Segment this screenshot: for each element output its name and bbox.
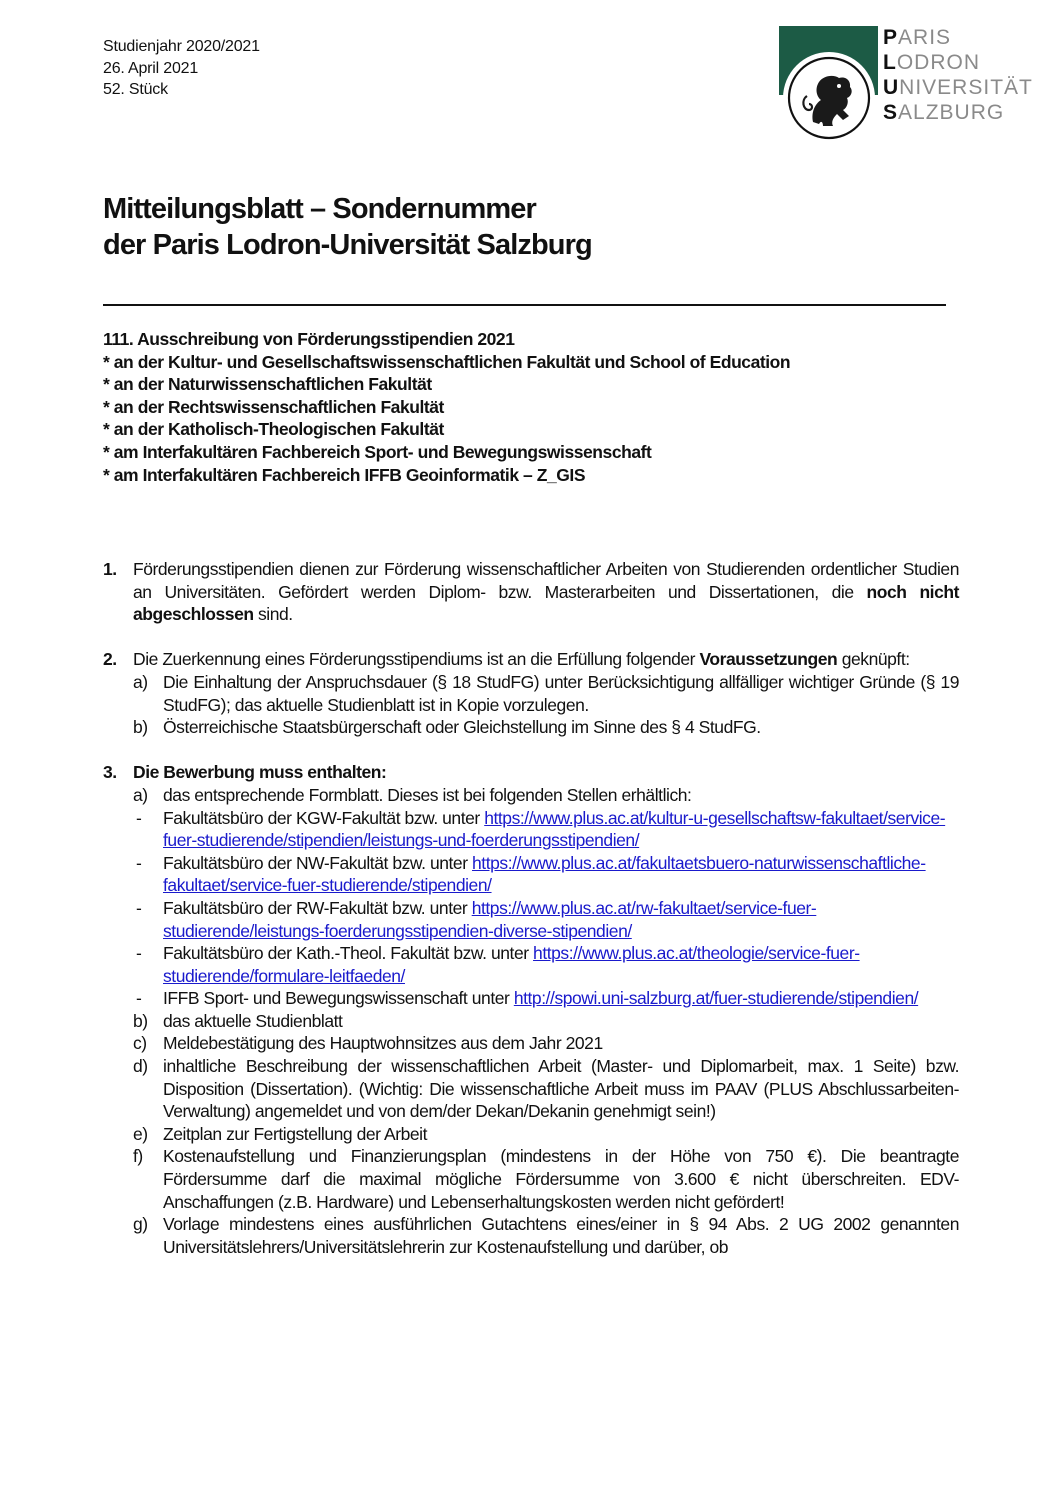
- form-link-kgw[interactable]: https://www.plus.ac.at/kultur-u-gesellschaftsw-fakultaet/service-fuer-studierende/stipendien/leistungs-und-foerderungsstipendien/: [163, 807, 946, 851]
- application-item: [133, 784, 959, 807]
- dash-marker: -: [136, 897, 142, 918]
- source-text: Fakultätsbüro der RW-Fakultät bzw. unter: [163, 897, 472, 918]
- logo-word-paris: PARIS: [883, 26, 952, 49]
- logo-word-lodron: LODRON: [883, 51, 980, 74]
- logo-word-salzburg: SALZBURG: [883, 101, 1005, 124]
- logo-wordmark: [883, 25, 1033, 125]
- section-number: 2.: [103, 649, 117, 670]
- faculty-item: * an der Naturwissenschaftlichen Fakultät: [103, 374, 432, 395]
- item-text: das entsprechende Formblatt. Dieses ist bei folgenden Stellen erhältlich:: [163, 784, 692, 805]
- faculty-item: * an der Rechtswissenschaftlichen Fakultät: [103, 396, 444, 417]
- item-text: Die Einhaltung der Anspruchsdauer (§ 18 StudFG) unter Berücksichtigung allfälliger wichtiger Gründe (§ 19 StudFG); das aktuelle Studienblatt ist in Kopie vorzulegen.: [163, 671, 959, 715]
- faculty-item: * an der Katholisch-Theologischen Fakultät: [103, 419, 444, 440]
- form-source-item: [133, 942, 959, 987]
- section-2: [103, 648, 959, 738]
- source-text: Fakultätsbüro der NW-Fakultät bzw. unter: [163, 852, 473, 873]
- lion-emblem-icon: [783, 52, 875, 144]
- title-line-2: der Paris Lodron-Universität Salzburg: [103, 229, 592, 261]
- item-text: Zeitplan zur Fertigstellung der Arbeit: [163, 1123, 428, 1144]
- section-number: 3.: [103, 762, 117, 783]
- issue-date: 26. April 2021: [103, 59, 199, 77]
- item-text: inhaltliche Beschreibung der wissenschaftlichen Arbeit (Master- und Diplomarbeit, max. 1 Seite) bzw. Disposition (Dissertation). (Wichtig: Die wissenschaftliche Arbeit muss im PAAV (PLUS Abschlussarbeiten-Verwaltung) angemeldet und von dem/der Dekan/Dekanin genehmigt sein!): [163, 1056, 959, 1122]
- section-intro: [133, 648, 959, 671]
- item-marker: b): [133, 717, 148, 738]
- page-title: [103, 191, 592, 263]
- section-number: 1.: [103, 559, 117, 579]
- item-text: Vorlage mindestens eines ausführlichen Gutachtens eines/einer in § 94 Abs. 2 UG 2002 genannten Universitätslehrers/Universitätslehrerin zur Kostenaufstellung und darüber, ob: [163, 1214, 959, 1257]
- issue-number: 52. Stück: [103, 81, 168, 98]
- title-divider: [103, 304, 946, 306]
- form-source-item: [133, 852, 959, 897]
- application-item: [133, 1123, 959, 1146]
- section-1: [103, 558, 959, 626]
- faculty-item: * am Interfakultären Fachbereich IFFB Geoinformatik – Z_GIS: [103, 464, 586, 485]
- item-marker: g): [133, 1214, 148, 1235]
- form-source-item: [133, 897, 959, 942]
- item-text: Österreichische Staatsbürgerschaft oder Gleichstellung im Sinne des § 4 StudFG.: [163, 717, 761, 738]
- document-meta: [103, 36, 260, 101]
- item-marker: a): [133, 671, 148, 692]
- application-item: [133, 1010, 959, 1033]
- item-marker: f): [133, 1146, 143, 1167]
- form-link-nw[interactable]: https://www.plus.ac.at/fakultaetsbuero-naturwissenschaftliche-fakultaet/service-fuer-studierende/stipendien/: [163, 852, 926, 896]
- section-text: Die Zuerkennung eines Förderungsstipendiums ist an die Erfüllung folgender: [133, 649, 700, 670]
- item-marker: d): [133, 1056, 148, 1077]
- section-text: Förderungsstipendien dienen zur Förderung wissenschaftlicher Arbeiten von Studierenden ordentlicher Studien an Universitäten. Gefördert werden Diplom- bzw. Masterarbeiten und Dissertationen, die: [133, 559, 959, 602]
- dash-marker: -: [136, 807, 142, 828]
- section-emphasis: noch nicht abgeschlossen: [133, 581, 959, 625]
- university-logo: [779, 26, 1041, 126]
- document-body: [103, 558, 959, 1281]
- dash-marker: -: [136, 852, 142, 873]
- source-text: IFFB Sport- und Bewegungswissenschaft unter: [163, 988, 514, 1009]
- logo-word-universitaet: UNIVERSITÄT: [883, 76, 1033, 99]
- form-source-item: [133, 807, 959, 852]
- application-item: [133, 1055, 959, 1123]
- section-heading: Die Bewerbung muss enthalten:: [133, 762, 387, 783]
- item-marker: b): [133, 1010, 148, 1031]
- application-item: [133, 1213, 959, 1258]
- item-marker: e): [133, 1123, 148, 1144]
- application-item: [133, 1032, 959, 1055]
- faculty-item: * an der Kultur- und Gesellschaftswissenschaftlichen Fakultät und School of Education: [103, 351, 791, 372]
- section-text: geknüpft:: [837, 649, 910, 670]
- section-text: sind.: [253, 604, 293, 625]
- form-link-rw[interactable]: https://www.plus.ac.at/rw-fakultaet/service-fuer-studierende/leistungs-foerderungsstipendien-diverse-stipendien/: [163, 897, 817, 941]
- source-text: Fakultätsbüro der KGW-Fakultät bzw. unter: [163, 807, 485, 828]
- item-text: das aktuelle Studienblatt: [163, 1010, 343, 1031]
- faculty-item: * am Interfakultären Fachbereich Sport- und Bewegungswissenschaft: [103, 441, 652, 462]
- application-item: [133, 1145, 959, 1213]
- dash-marker: -: [136, 988, 142, 1009]
- academic-year: Studienjahr 2020/2021: [103, 38, 260, 55]
- item-marker: c): [133, 1033, 147, 1054]
- source-text: Fakultätsbüro der Kath.-Theol. Fakultät bzw. unter: [163, 943, 534, 964]
- announcement-heading-block: [103, 328, 790, 486]
- form-source-item: [133, 987, 959, 1010]
- requirement-item: [133, 716, 959, 739]
- dash-marker: -: [136, 943, 142, 964]
- form-link-theologie[interactable]: https://www.plus.ac.at/theologie/service-fuer-studierende/formulare-leitfaeden/: [163, 943, 860, 986]
- item-marker: a): [133, 784, 148, 805]
- requirement-item: [133, 671, 959, 716]
- item-text: Meldebestätigung des Hauptwohnsitzes aus dem Jahr 2021: [163, 1033, 603, 1054]
- announcement-heading: 111. Ausschreibung von Förderungsstipendien 2021: [103, 329, 515, 349]
- title-line-1: Mitteilungsblatt – Sondernummer: [103, 193, 536, 225]
- section-emphasis: Voraussetzungen: [699, 649, 838, 670]
- section-3: [103, 761, 959, 1258]
- item-text: Kostenaufstellung und Finanzierungsplan (mindestens in der Höhe von 750 €). Die beantragte Fördersumme darf die maximal mögliche Fördersumme von 3.600 € nicht überschreiten. EDV-Anschaffungen (z.B. Hardware) und Lebenserhaltungskosten werden nicht gefördert!: [163, 1146, 959, 1212]
- form-link-spowi[interactable]: http://spowi.uni-salzburg.at/fuer-studierende/stipendien/: [513, 988, 919, 1009]
